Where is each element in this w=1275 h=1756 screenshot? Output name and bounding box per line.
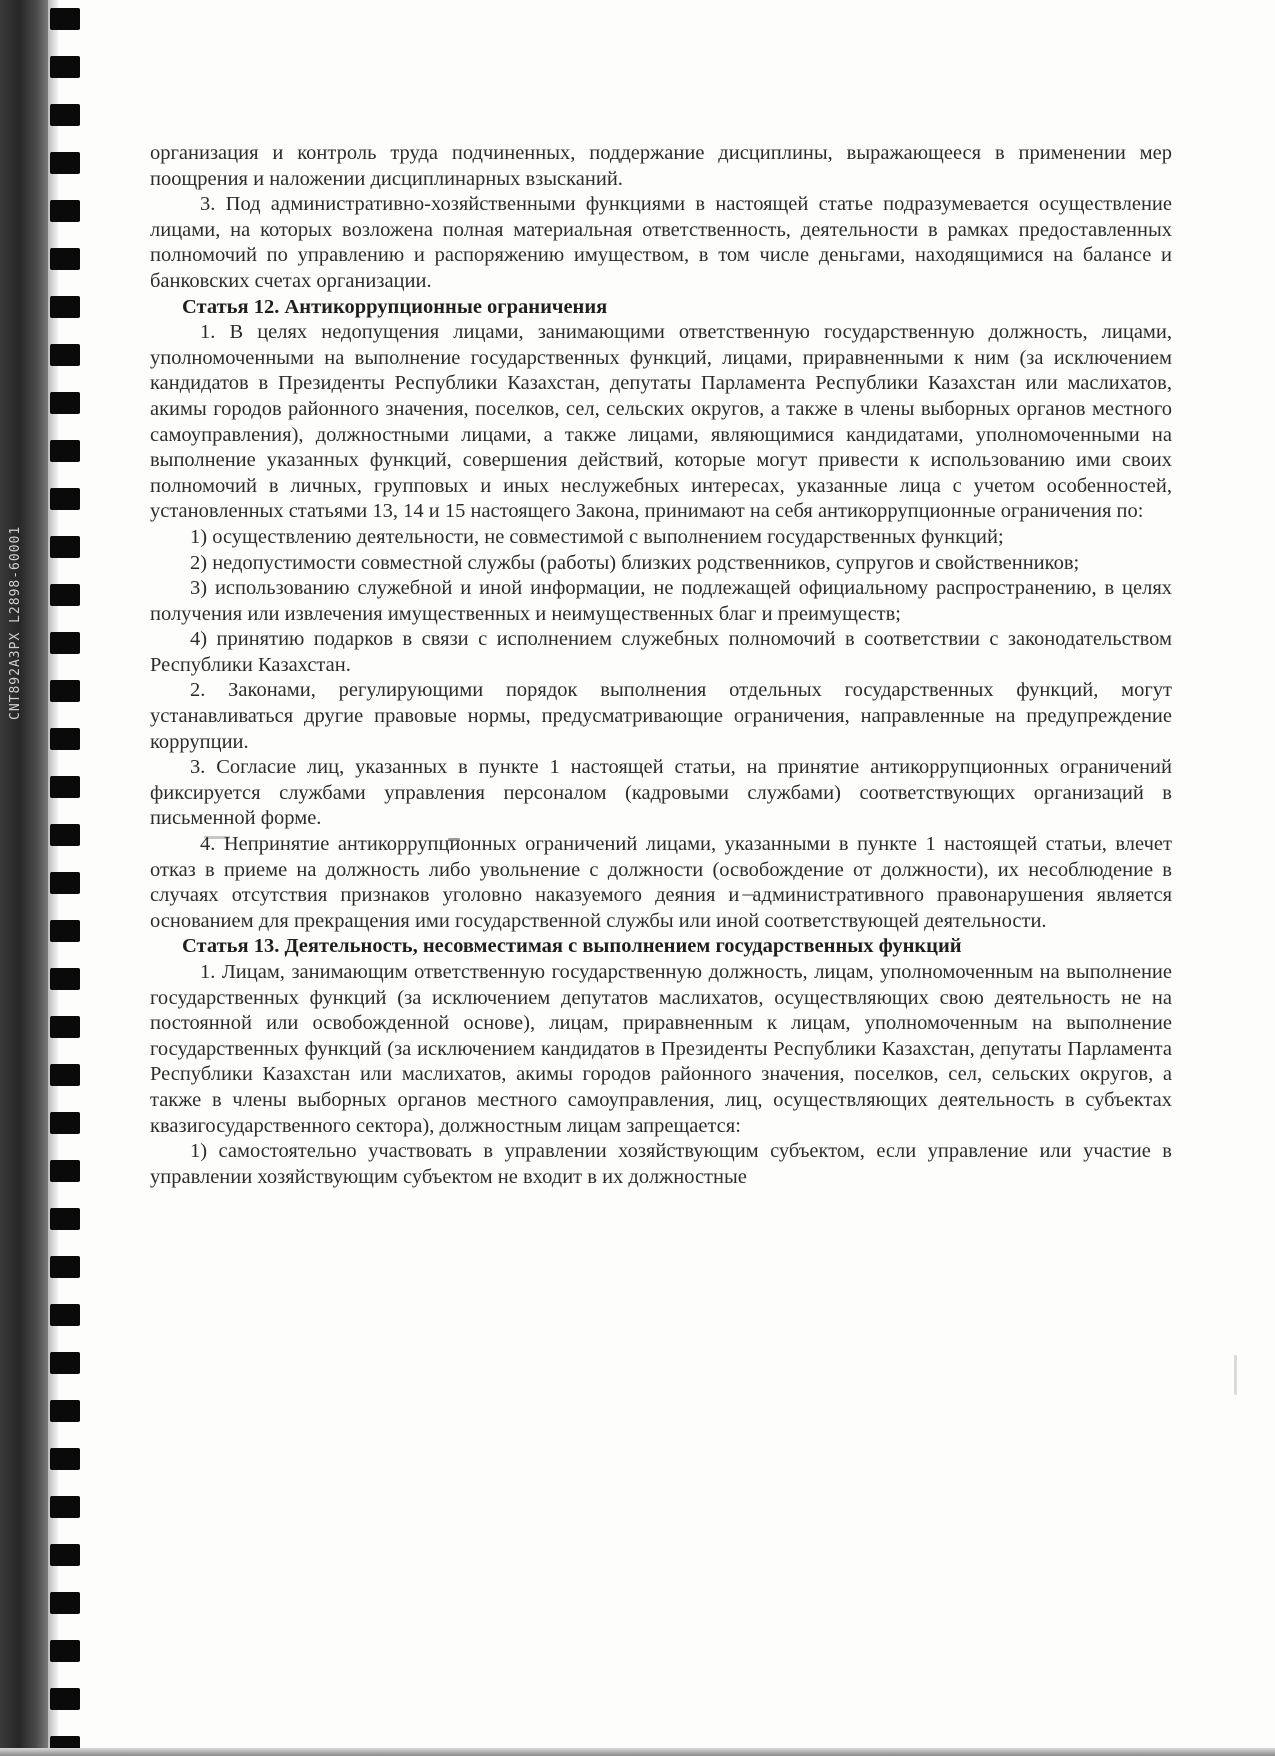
binding-hole [50,56,80,78]
binding-hole [50,152,80,174]
binding-hole [50,632,80,654]
binding-strip [0,0,48,1756]
list-item: 1) осуществлению деятельности, не совместимой с выполнением государственных функций; [190,525,1004,548]
document-body [150,141,1172,1190]
paragraph: 3. Под административно-хозяйственными функциями в настоящей статье подразумевается осуществление лицами, на которых возложена полная материальная ответственность, деятельности в рамках предоставленных полномочий по управлению и распоряжению имуществом, в том числе деньгами, находящимися на балансе и банковских счетах организации. [150,193,1172,292]
paragraph: 2. Законами, регулирующими порядок выполнения отдельных государственных функций, могут устанавливаться другие правовые нормы, предусматривающие ограничения, направленные на предупреждение коррупции. [150,679,1172,753]
binding-hole [50,1016,80,1038]
scanner-mark: CNT892A3PX L2898-60001 [8,525,23,720]
binding-hole [50,1688,80,1710]
binding-hole [50,1160,80,1182]
binding-hole [50,536,80,558]
binding-hole [50,200,80,222]
list-item: 4) принятию подарков в связи с исполнением служебных полномочий в соответствии с законодательством Республики Казахстан. [150,628,1172,676]
binding-hole [50,1352,80,1374]
binding-hole [50,872,80,894]
article-heading: Статья 13. Деятельность, несовместимая с выполнением государственных функций [182,935,962,958]
list-item: 2) недопустимости совместной службы (работы) близких родственников, супругов и свойственников; [190,551,1080,574]
binding-hole [50,1400,80,1422]
binding-hole [50,1496,80,1518]
binding-hole [50,968,80,990]
scan-speck [1234,1355,1237,1395]
binding-hole [50,920,80,942]
binding-hole [50,584,80,606]
paragraph: организация и контроль труда подчиненных, поддержание дисциплины, выражающееся в применении мер поощрения и наложении дисциплинарных взысканий. [150,142,1172,190]
paragraph: 1. Лицам, занимающим ответственную государственную должность, лицам, уполномоченным на выполнение государственных функций (за исключением депутатов маслихатов, осуществляющих свою деятельность не на постоянной или освобожденной основе), лицам, приравненным к лицам, уполномоченным на выполнение государственных функций (за исключением кандидатов в Президенты Республики Казахстан, депутаты Парламента Республики Казахстан или маслихатов, акимы городов районного значения, поселков, сел, сельских округов, а также в члены выборных органов местного самоуправления, лиц, осуществляющих деятельность в субъектах квазигосударственного сектора), должностным лицам запрещается: [150,961,1172,1137]
binding-hole [50,1544,80,1566]
binding-hole [50,1592,80,1614]
binding-hole [50,776,80,798]
paragraph: 1. В целях недопущения лицами, занимающими ответственную государственную должность, лицами, уполномоченными на выполнение государственных функций, лицами, приравненными к ним (за исключением кандидатов в Президенты Республики Казахстан, депутаты Парламента Республики Казахстан или маслихатов, акимы городов районного значения, поселков, сел, сельских округов, а также в члены выборных органов местного самоуправления), должностными лицами, а также лицами, являющимися кандидатами, уполномоченными на выполнение указанных функций, совершения действий, которые могут привести к использованию ими своих полномочий в личных, групповых и иных неслужебных интересах, указанные лица с учетом особенностей, установленных статьями 13, 14 и 15 настоящего Закона, принимают на себя антикоррупционные ограничения по: [150,321,1172,523]
binding-hole [50,344,80,366]
list-item: 3) использованию служебной и иной информации, не подлежащей официальному распространению, в целях получения или извлечения имущественных и неимущественных благ и преимуществ; [150,577,1172,625]
paragraph: 3. Согласие лиц, указанных в пункте 1 настоящей статьи, на принятие антикоррупционных ограничений фиксируется службами управления персоналом (кадровыми службами) соответствующих организаций в письменной форме. [150,756,1172,830]
binding-hole [50,1064,80,1086]
page-bottom-edge [0,1748,1275,1756]
binding-hole [50,248,80,270]
binding-hole [50,296,80,318]
binding-hole [50,392,80,414]
binding-hole [50,488,80,510]
binding-hole [50,1112,80,1134]
binding-hole [50,104,80,126]
article-heading: Статья 12. Антикоррупционные ограничения [182,295,608,318]
paragraph: 4. Непринятие антикоррупционных ограничений лицами, указанными в пункте 1 настоящей статьи, влечет отказ в приеме на должность либо увольнение с должности (освобождение от должности), их несоблюдение в случаях отсутствия признаков уголовно наказуемого деяния и административного правонарушения является основанием для прекращения ими государственной службы или иной соответствующей деятельности. [150,833,1172,932]
binding-hole [50,680,80,702]
binding-hole [50,8,80,30]
list-item: 1) самостоятельно участвовать в управлении хозяйствующим субъектом, если управление или участие в управлении хозяйствующим субъектом не входит в их должностные [150,1140,1172,1188]
binding-hole [50,440,80,462]
binding-hole [50,1448,80,1470]
binding-hole [50,824,80,846]
binding-hole [50,1304,80,1326]
binding-hole [50,1640,80,1662]
binding-hole [50,1208,80,1230]
binding-hole [50,1256,80,1278]
binding-hole [50,728,80,750]
